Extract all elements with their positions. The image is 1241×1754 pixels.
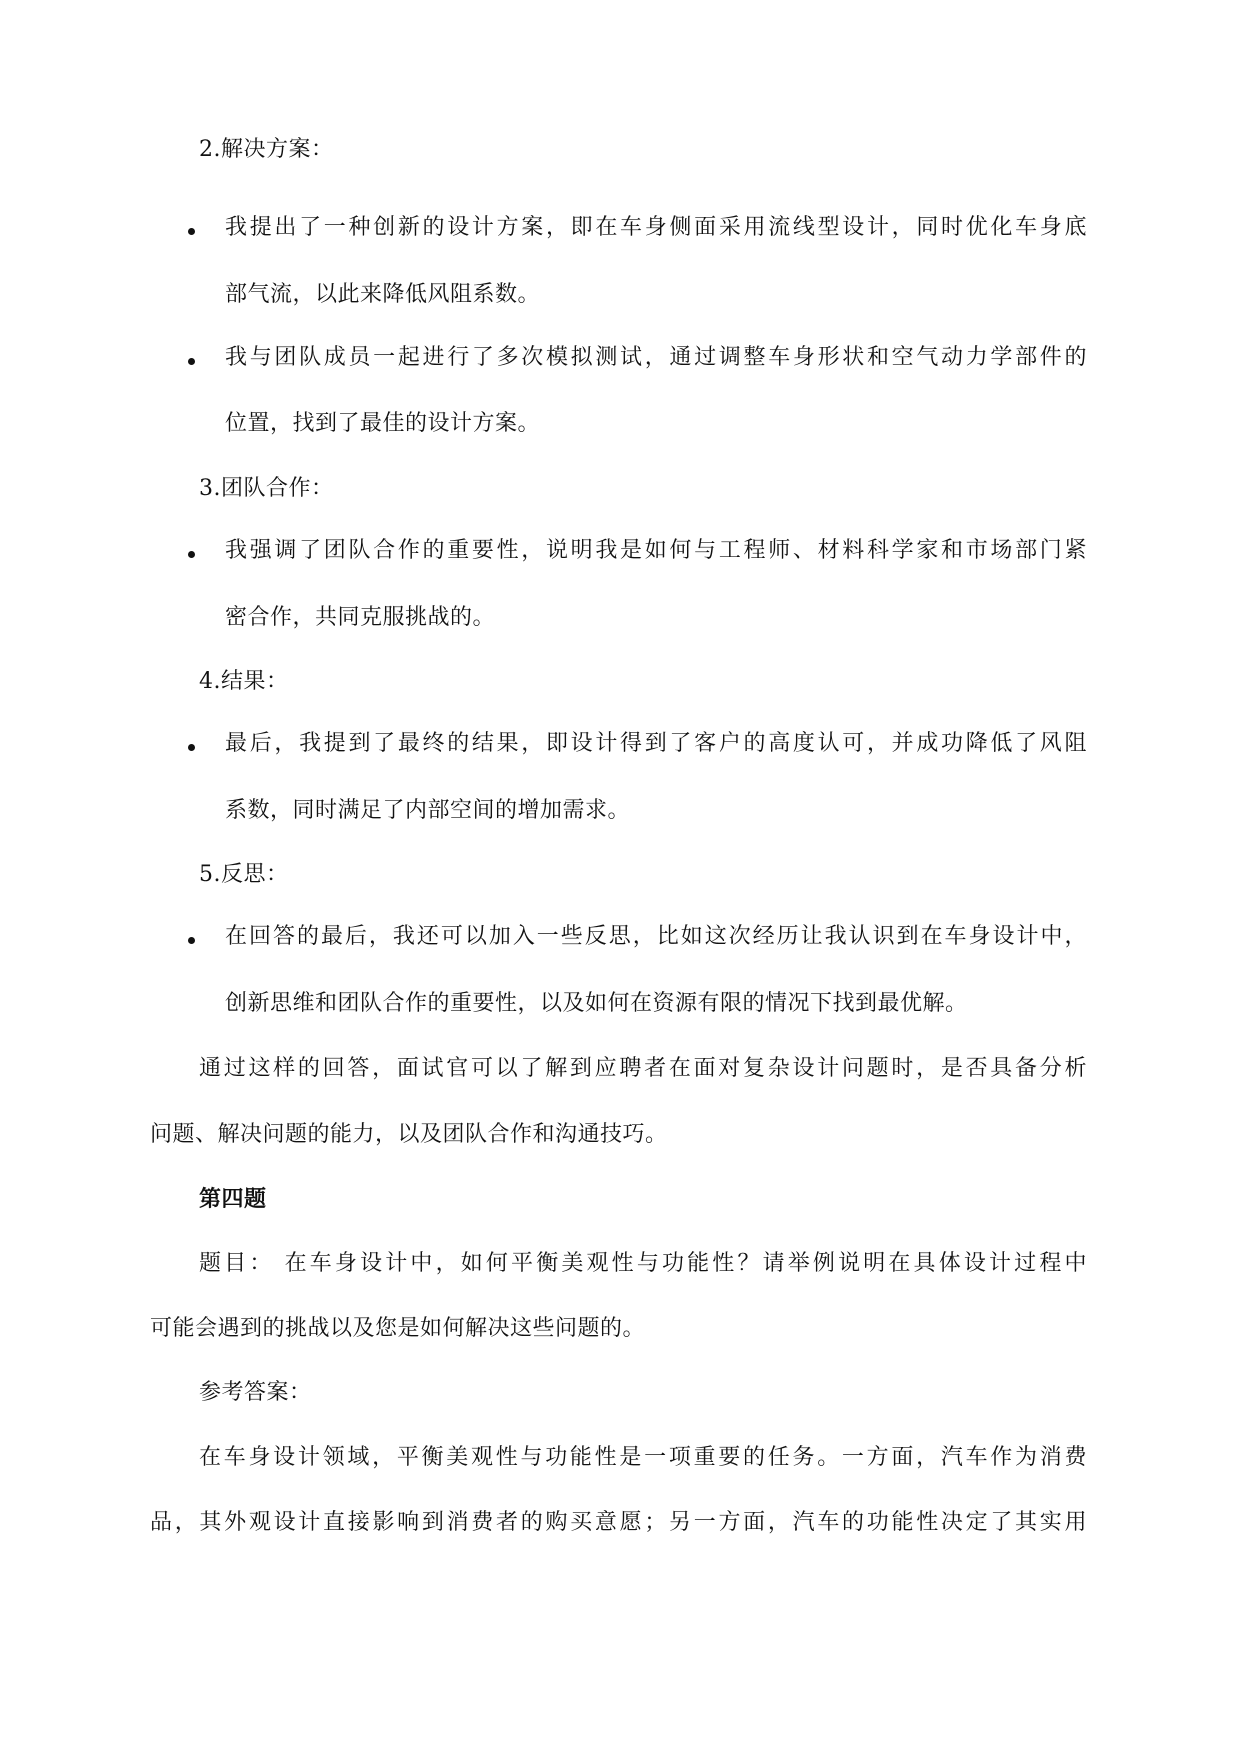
bullet-text-line: 创新思维和团队合作的重要性，以及如何在资源有限的情况下找到最优解。 — [225, 991, 968, 1016]
bullet-text-line: 我与团队成员一起进行了多次模拟测试，通过调整车身形状和空气动力学部件的 — [225, 345, 1087, 370]
answer-paragraph-line: 品，其外观设计直接影响到消费者的购买意愿；另一方面，汽车的功能性决定了其实用 — [150, 1510, 1087, 1535]
bullet-text-line: 我提出了一种创新的设计方案，即在车身侧面采用流线型设计，同时优化车身底 — [225, 215, 1087, 240]
bullet-text-line: 位置，找到了最佳的设计方案。 — [225, 411, 541, 436]
bullet-text-line: 我强调了团队合作的重要性，说明我是如何与工程师、材料科学家和市场部门紧 — [225, 538, 1087, 563]
question-title: 第四题 — [199, 1186, 267, 1212]
section-heading-teamwork: 3.团队合作： — [199, 476, 334, 501]
bullet-text-line: 密合作，共同克服挑战的。 — [225, 605, 496, 630]
summary-paragraph-line: 问题、解决问题的能力，以及团队合作和沟通技巧。 — [150, 1122, 668, 1147]
answer-label: 参考答案： — [199, 1380, 312, 1405]
question-prompt-line: 可能会遇到的挑战以及您是如何解决这些问题的。 — [150, 1316, 646, 1341]
question-prompt-line: 题目： 在车身设计中，如何平衡美观性与功能性？请举例说明在具体设计过程中 — [199, 1251, 1087, 1276]
bullet-text-line: 最后，我提到了最终的结果，即设计得到了客户的高度认可，并成功降低了风阻 — [225, 731, 1087, 756]
bullet-icon — [188, 358, 195, 365]
section-heading-solution: 2.解决方案： — [199, 137, 334, 162]
section-heading-reflection: 5.反思： — [199, 862, 289, 887]
bullet-icon — [188, 228, 195, 235]
bullet-icon — [188, 551, 195, 558]
section-heading-result: 4.结果： — [199, 669, 289, 694]
bullet-text-line: 在回答的最后，我还可以加入一些反思，比如这次经历让我认识到在车身设计中， — [225, 924, 1087, 949]
answer-paragraph-line: 在车身设计领域，平衡美观性与功能性是一项重要的任务。一方面，汽车作为消费 — [199, 1445, 1087, 1470]
bullet-icon — [188, 937, 195, 944]
bullet-text-line: 系数，同时满足了内部空间的增加需求。 — [225, 798, 631, 823]
summary-paragraph-line: 通过这样的回答，面试官可以了解到应聘者在面对复杂设计问题时，是否具备分析 — [199, 1056, 1087, 1081]
bullet-text-line: 部气流，以此来降低风阻系数。 — [225, 282, 541, 307]
bullet-icon — [188, 744, 195, 751]
